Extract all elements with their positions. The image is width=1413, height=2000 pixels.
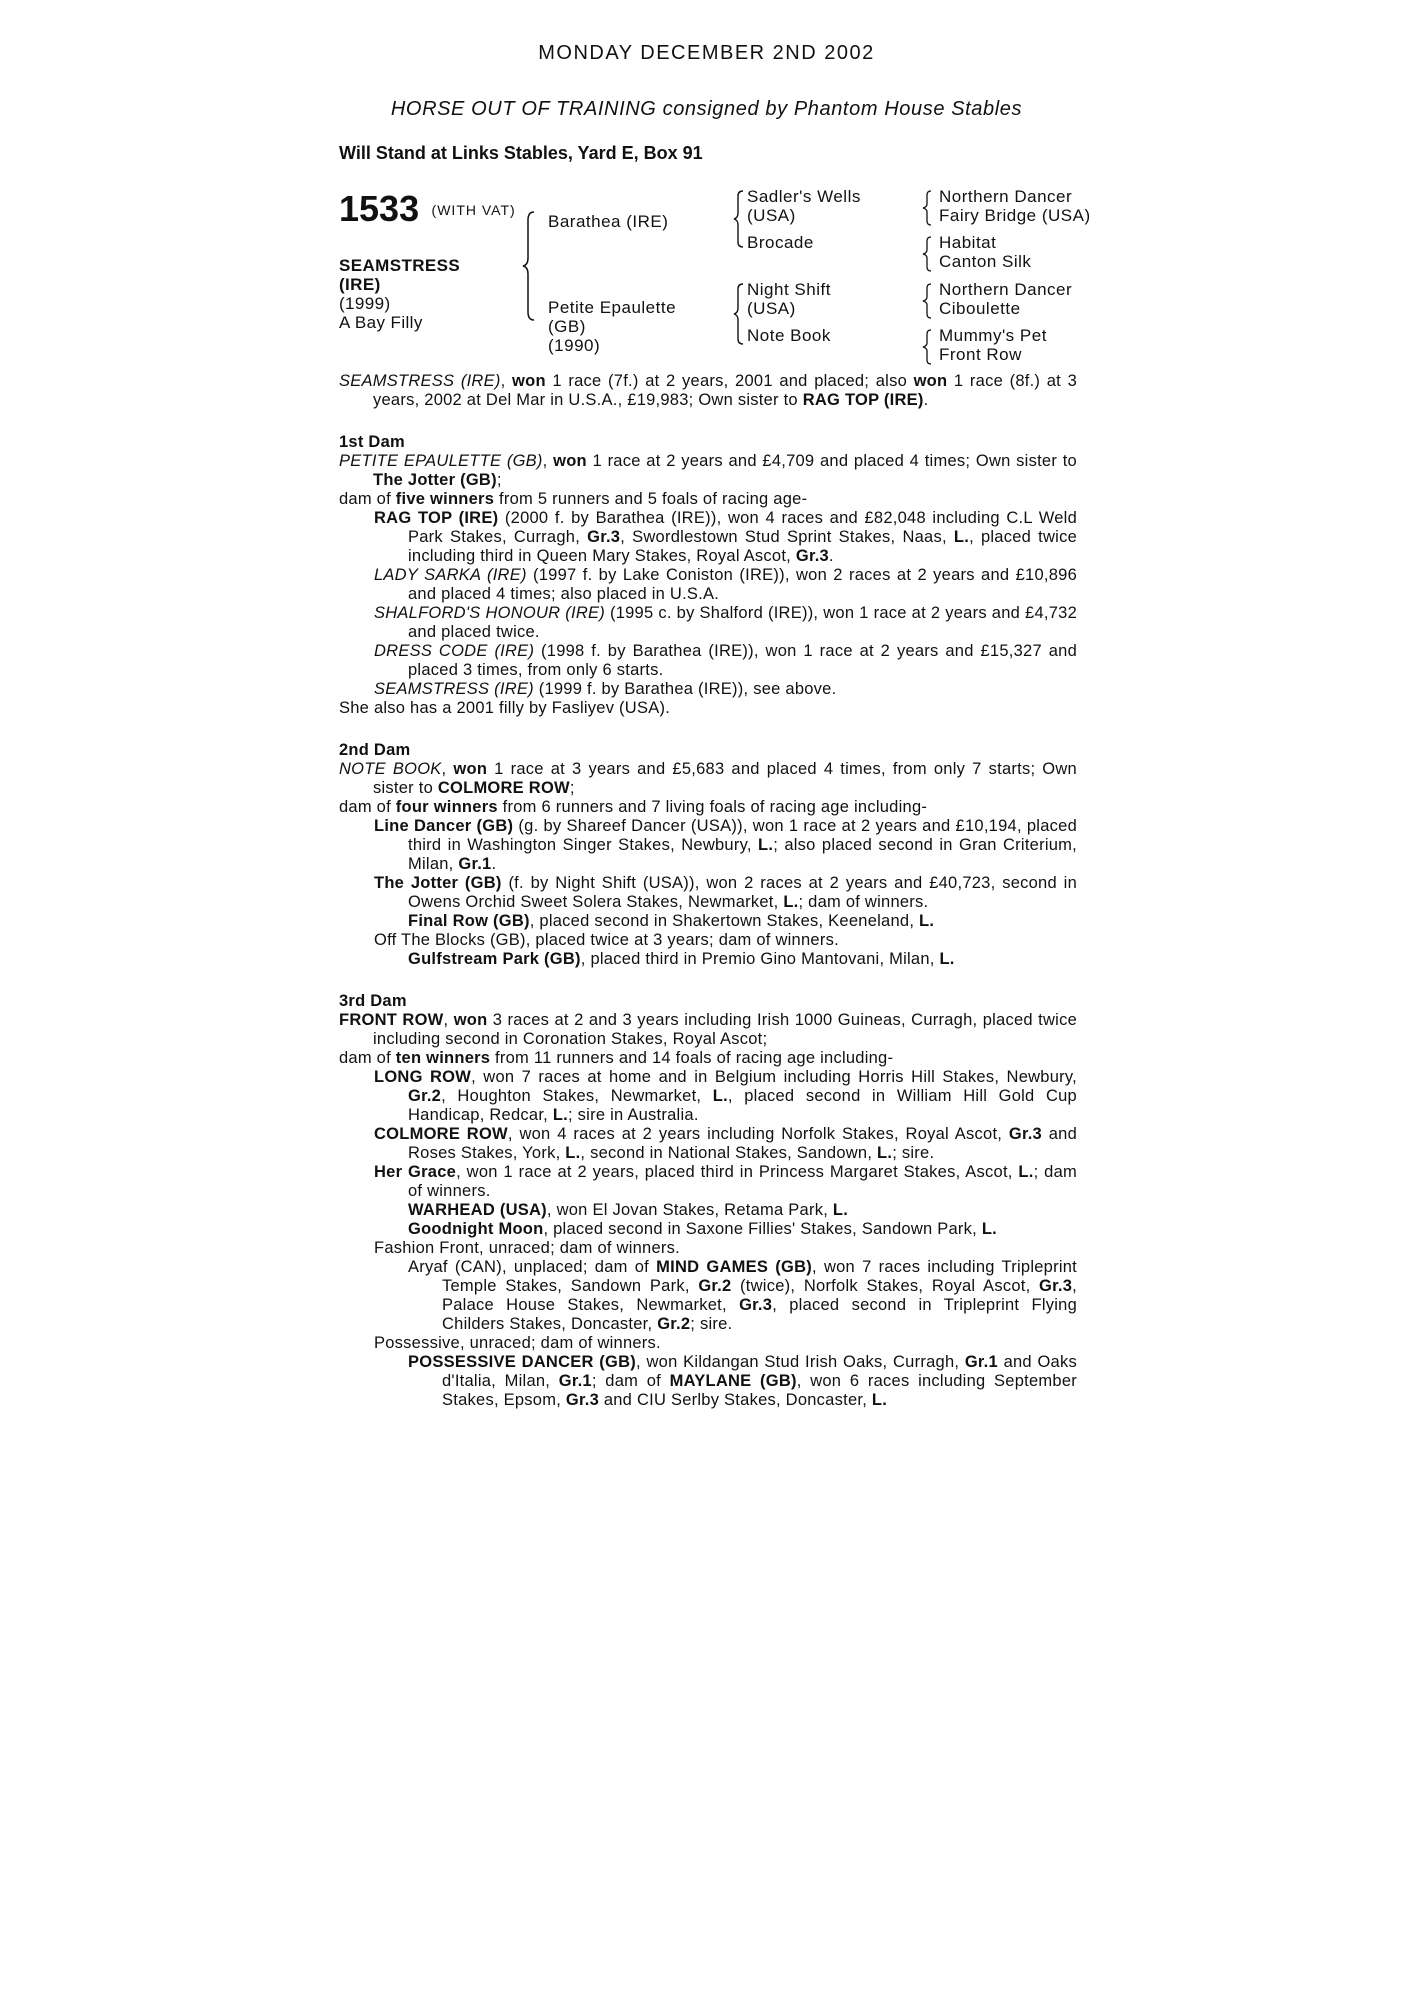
bold-run: Gulfstream Park (GB) [408,950,581,968]
text-run: . [828,547,834,565]
bold-run: Gr.2 [408,1087,442,1105]
pedigree-brace-ds [922,282,934,320]
bold-run: L. [919,912,935,930]
bold-run: Final Row (GB) [408,912,530,930]
text-run: , placed second in Saxone Fillies' Stakes, Sandown Park, [543,1220,982,1238]
italic-run: SEAMSTRESS (IRE) [374,680,534,698]
text-run: . [491,855,497,873]
family-entry [339,604,1077,642]
bold-run: won [453,760,488,778]
text-run: ; [496,471,502,489]
text-run: , won 6 races including September Stakes, Epsom, [442,1372,1078,1409]
bold-run: L. [953,528,970,546]
family-entry [339,1201,1077,1220]
italic-run: NOTE BOOK [339,760,442,778]
text-run: , Palace House Stakes, Newmarket, [442,1277,1077,1314]
italic-run: LADY SARKA (IRE) [374,566,527,584]
bold-run: RAG TOP (IRE) [802,391,924,409]
pedigree-gen3-dd: Mummy's Pet Front Row [939,326,1047,364]
family-entry [339,1334,1077,1353]
text-run: , won El Jovan Stakes, Retama Park, [546,1201,833,1219]
bold-run: MIND GAMES (GB) [656,1258,813,1276]
text-run: , won 7 races at home and in Belgium including Horris Hill Stakes, Newbury, [471,1068,1077,1086]
dam-heading: 3rd Dam [339,992,407,1010]
bold-run: LONG ROW [374,1068,472,1086]
text-run: , won 1 race at 2 years, placed third in Princess Margaret Stakes, Ascot, [456,1163,1019,1181]
bold-run: won [553,452,587,470]
bold-run: Gr.1 [964,1353,998,1371]
family-entry [339,1220,1077,1239]
family-entry [339,760,1077,798]
family-entry [339,1068,1077,1125]
bold-run: Goodnight Moon [408,1220,544,1238]
text-run: and Roses Stakes, York, [408,1125,1077,1162]
family-entry [339,680,1077,699]
pedigree-dam-sire: Night Shift (USA) [747,280,831,318]
bold-run: Gr.2 [657,1315,691,1333]
text-run: 3 races at 2 and 3 years including Irish 1000 Guineas, Curragh, placed twice including second in Coronation Stakes, Royal Ascot; [373,1011,1078,1048]
text-run: , Houghton Stakes, Newmarket, [441,1087,713,1105]
bold-run: L. [877,1144,893,1162]
foaling-year: (1999) [339,294,391,313]
family-entry [339,490,1077,509]
bold-run: four winners [395,798,498,816]
text-run: , won 4 races at 2 years including Norfolk Stakes, Royal Ascot, [507,1125,1009,1143]
pedigree-sire: Barathea (IRE) [548,212,669,231]
bold-run: FRONT ROW [339,1011,444,1029]
bold-run: L. [981,1220,998,1238]
dam-heading: 1st Dam [339,433,405,451]
family-record [339,372,1077,1410]
text-run: , [500,372,513,390]
bold-run: Line Dancer (GB) [374,817,514,835]
text-run: Fashion Front, unraced; dam of winners. [374,1239,680,1257]
text-run: (2000 f. by Barathea (IRE)), won 4 races and £82,048 including C.L Weld Park Stakes, Curragh, [408,509,1078,546]
bold-run: RAG TOP (IRE) [374,509,499,527]
family-entry [339,1239,1077,1258]
family-entry [339,509,1077,566]
family-entry [339,798,1077,817]
family-entry [339,699,1077,718]
text-run: , placed twice including third in Queen Mary Stakes, Royal Ascot, [408,528,1078,565]
bold-run: L. [832,1201,849,1219]
text-run: ; also placed second in Gran Criterium, Milan, [408,836,1078,873]
text-run: , Swordlestown Stud Sprint Stakes, Naas, [620,528,954,546]
text-run: Off The Blocks (GB), placed twice at 3 years; dam of winners. [374,931,839,949]
text-run: ; dam of winners. [408,1163,1077,1200]
stable-location: Will Stand at Links Stables, Yard E, Box 91 [339,143,703,163]
text-run: from 5 runners and 5 foals of racing age- [494,490,808,508]
family-entry [339,912,1077,931]
text-run: 1 race (8f.) at 3 years, 2002 at Del Mar in U.S.A., £19,983; Own sister to [373,372,1078,409]
bold-run: Gr.1 [558,1372,592,1390]
text-run: She also has a 2001 filly by Fasliyev (USA). [339,699,671,717]
family-entry [339,1049,1077,1068]
bold-run: The Jotter (GB) [374,874,502,892]
bold-run: L. [939,950,955,968]
text-run: and Oaks d'Italia, Milan, [442,1353,1077,1390]
text-run: from 6 runners and 7 living foals of racing age including- [497,798,928,816]
bold-run: won [913,372,948,390]
pedigree-brace-main [521,210,541,322]
dam-heading: 2nd Dam [339,741,411,759]
horse-country: (IRE) [339,275,381,294]
bold-run: COLMORE ROW [374,1125,508,1143]
pedigree-dam: Petite Epaulette (GB) (1990) [548,298,677,355]
text-run: , placed second in Shakertown Stakes, Keeneland, [529,912,919,930]
text-run: , won 7 races including Tripleprint Temple Stakes, Sandown Park, [442,1258,1078,1295]
text-run: ; sire in Australia. [568,1106,699,1124]
family-entry [339,817,1077,874]
bold-run: Gr.3 [795,547,829,565]
italic-run: SHALFORD'S HONOUR (IRE) [374,604,605,622]
bold-run: L. [1018,1163,1034,1181]
text-run: , placed third in Premio Gino Mantovani, Milan, [580,950,940,968]
text-run: 1 race (7f.) at 2 years, 2001 and placed; also [545,372,914,390]
italic-run: SEAMSTRESS (IRE) [339,372,501,390]
bold-run: L. [758,836,774,854]
sale-date: MONDAY DECEMBER 2ND 2002 [538,42,875,64]
text-run: (1995 c. by Shalford (IRE)), won 1 race at 2 years and £4,732 and placed twice. [408,604,1077,641]
bold-run: won [512,372,546,390]
italic-run: PETITE EPAULETTE (GB) [339,452,543,470]
family-entry [339,1353,1077,1410]
bold-run: won [453,1011,488,1029]
bold-run: Gr.1 [458,855,492,873]
text-run: ; dam of winners. [798,893,929,911]
pedigree-sire-sire: Sadler's Wells (USA) [747,187,861,225]
text-run: , placed second in Tripleprint Flying Childers Stakes, Doncaster, [442,1296,1077,1333]
bold-run: WARHEAD (USA) [408,1201,547,1219]
bold-run: L. [783,893,799,911]
text-run: , [542,452,554,470]
bold-run: five winners [395,490,495,508]
bold-run: Gr.3 [1039,1277,1073,1295]
family-entry [339,950,1077,969]
pedigree-brace-dd [922,328,934,366]
family-entry [339,1125,1077,1163]
horse-identity [339,256,460,332]
text-run: 1 race at 3 years and £5,683 and placed 4 times, from only 7 starts; Own sister to [373,760,1077,797]
italic-run: DRESS CODE (IRE) [374,642,535,660]
bold-run: L. [712,1087,728,1105]
pedigree-gen3-sd: Habitat Canton Silk [939,233,1032,271]
bold-run: The Jotter (GB) [373,471,497,489]
text-run: Aryaf (CAN), unplaced; dam of [408,1258,657,1276]
bold-run: Gr.3 [1008,1125,1042,1143]
pedigree-sire-dam: Brocade [747,233,814,252]
text-run: . [923,391,929,409]
text-run: , [443,1011,454,1029]
text-run: , second in National Stakes, Sandown, [580,1144,878,1162]
text-run: from 11 runners and 14 foals of racing age including- [490,1049,894,1067]
pedigree-brace-sd [922,235,934,273]
bold-run: COLMORE ROW [437,779,570,797]
text-run: ; sire. [690,1315,733,1333]
text-run: (1999 f. by Barathea (IRE)), see above. [533,680,837,698]
bold-run: Gr.3 [565,1391,599,1409]
bold-run: L. [552,1106,569,1124]
bold-run: Gr.3 [739,1296,773,1314]
family-entry [339,452,1077,490]
pedigree-brace-sire [733,189,747,249]
family-entry [339,642,1077,680]
bold-run: Gr.2 [698,1277,732,1295]
pedigree-gen3-ss: Northern Dancer Fairy Bridge (USA) [939,187,1091,225]
family-entry [339,566,1077,604]
family-entry [339,1258,1077,1334]
horse-name: SEAMSTRESS [339,256,461,275]
bold-run: POSSESSIVE DANCER (GB) [408,1353,637,1371]
text-run: (g. by Shareef Dancer (USA)), won 1 race at 2 years and £10,194, placed third in Washington Singer Stakes, Newbury, [408,817,1077,854]
text-run: , won Kildangan Stud Irish Oaks, Curragh, [636,1353,965,1371]
text-run: ; [569,779,575,797]
family-entry [339,1011,1077,1049]
bold-run: L. [565,1144,581,1162]
text-run: dam of [339,1049,396,1067]
bold-run: MAYLANE (GB) [669,1372,797,1390]
family-entry [339,931,1077,950]
family-entry [339,1163,1077,1201]
pedigree-gen3-ds: Northern Dancer Ciboulette [939,280,1073,318]
family-entry [339,874,1077,912]
bold-run: Her Grace [374,1163,457,1181]
text-run: (twice), Norfolk Stakes, Royal Ascot, [731,1277,1040,1295]
horse-description: A Bay Filly [339,313,423,332]
race-summary [339,372,1077,410]
bold-run: Gr.3 [587,528,621,546]
text-run: (f. by Night Shift (USA)), won 2 races at 2 years and £40,723, second in Owens Orchid Sweet Solera Stakes, Newmarket, [408,874,1077,911]
text-run: , [441,760,454,778]
bold-run: ten winners [395,1049,491,1067]
text-run: dam of [339,490,396,508]
text-run: 1 race at 2 years and £4,709 and placed 4 times; Own sister to [586,452,1077,470]
pedigree-brace-ss [922,189,934,227]
lot-number: 1533 [339,188,420,229]
pedigree-brace-dam [733,282,747,346]
text-run: , placed second in William Hill Gold Cup Handicap, Redcar, [408,1087,1077,1124]
lot-header [339,188,516,230]
pedigree-dam-dam: Note Book [747,326,831,345]
text-run: (1997 f. by Lake Coniston (IRE)), won 2 races at 2 years and £10,896 and placed 4 times; also placed in U.S.A. [408,566,1077,603]
vat-note: (WITH VAT) [431,202,516,218]
text-run: dam of [339,798,396,816]
dam-sections [339,433,1077,1410]
text-run: ; dam of [591,1372,670,1390]
text-run: and CIU Serlby Stakes, Doncaster, [599,1391,872,1409]
consignment-line: HORSE OUT OF TRAINING consigned by Phantom House Stables [390,98,1023,120]
text-run: Possessive, unraced; dam of winners. [374,1334,661,1352]
bold-run: L. [871,1391,888,1409]
text-run: ; sire. [892,1144,935,1162]
text-run: (1998 f. by Barathea (IRE)), won 1 race at 2 years and £15,327 and placed 3 times, from only 6 starts. [408,642,1077,679]
